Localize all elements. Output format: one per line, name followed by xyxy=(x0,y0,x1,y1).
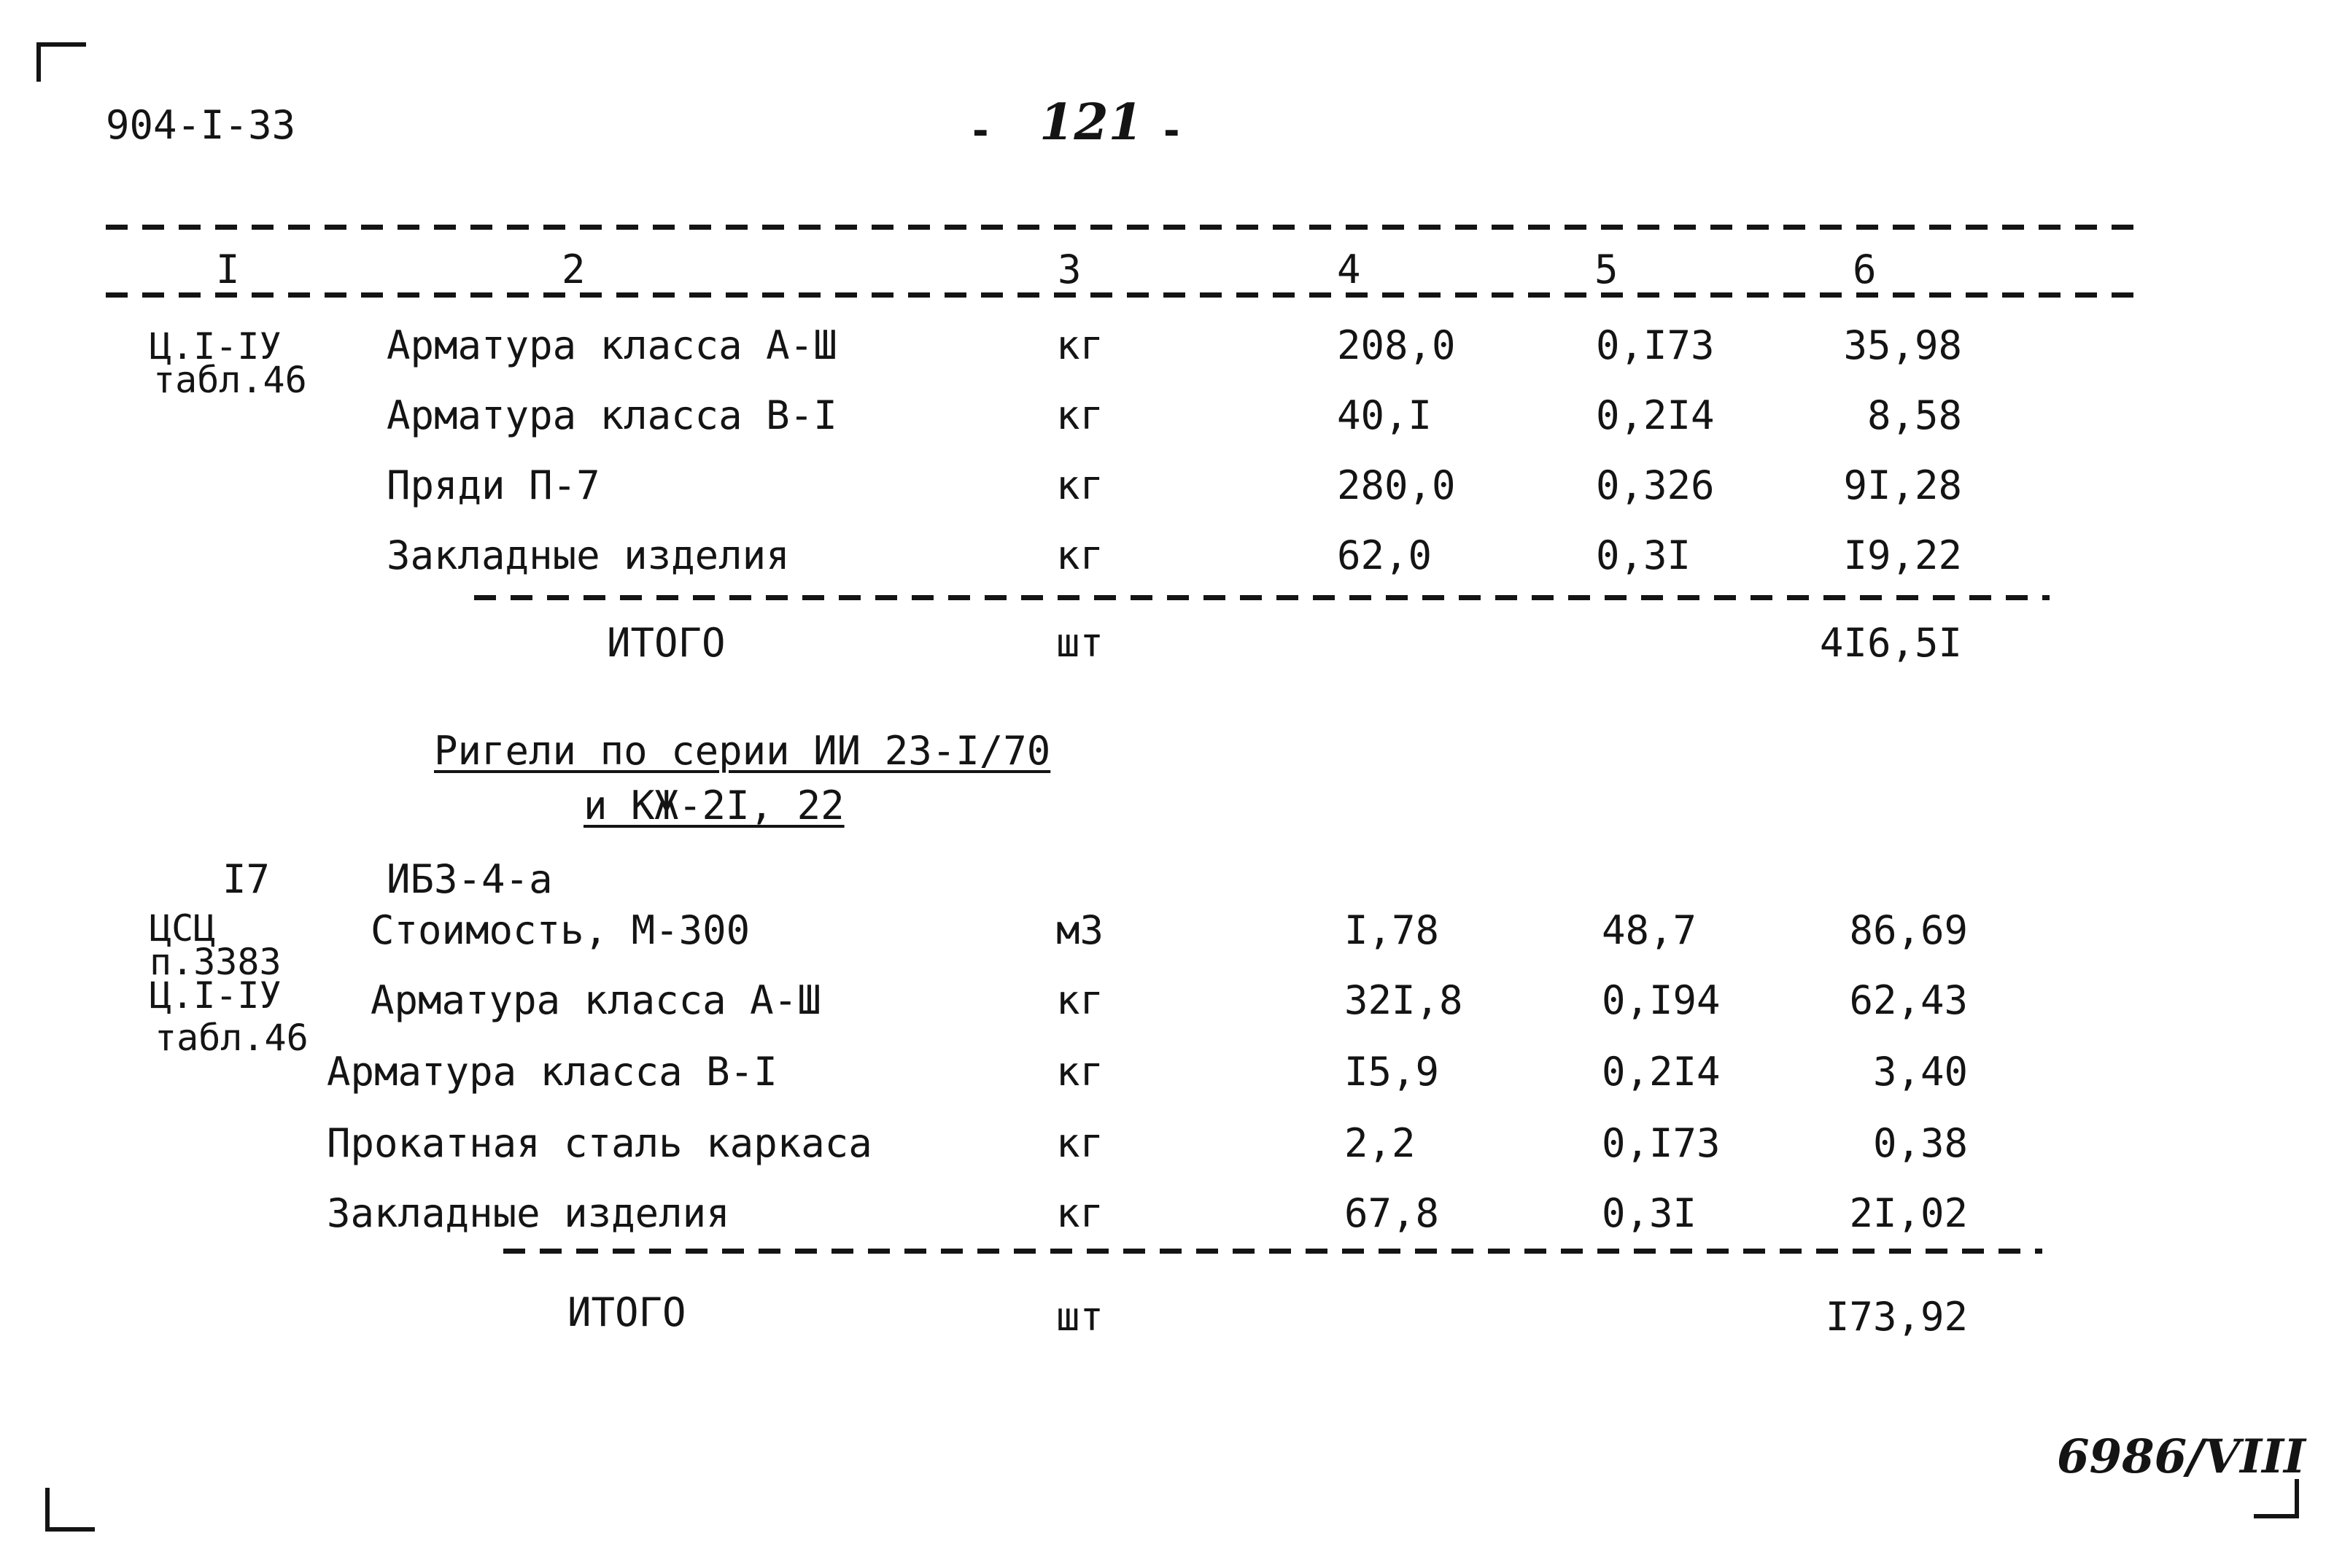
item-name: Арматура класса А-Ш xyxy=(387,322,837,368)
item-quantity: 67,8 xyxy=(1344,1190,1440,1236)
item-unit: кг xyxy=(1056,462,1104,508)
column-number-5: 5 xyxy=(1594,247,1618,292)
item-name: Арматура класса В-I xyxy=(387,392,837,438)
item-name: Прокатная сталь каркаса xyxy=(327,1120,872,1166)
section1-reference-line2: табл.46 xyxy=(153,359,307,401)
header-rule-bottom xyxy=(106,292,2148,298)
item-unit-price: 0,I94 xyxy=(1602,977,1721,1023)
item-total: 0,38 xyxy=(1872,1120,1968,1166)
item-unit: кг xyxy=(1056,1190,1104,1236)
item-unit-price: 0,2I4 xyxy=(1596,392,1715,438)
item-quantity: I,78 xyxy=(1344,907,1440,953)
item-quantity: 32I,8 xyxy=(1344,977,1463,1023)
column-number-1: I xyxy=(216,247,240,292)
item-total: 3,40 xyxy=(1872,1049,1968,1095)
total-value: I73,92 xyxy=(1825,1294,1968,1340)
item-total: 2I,02 xyxy=(1849,1190,1968,1236)
item-number: I7 xyxy=(222,856,271,902)
total-unit: шт xyxy=(1056,620,1104,666)
item-quantity: I5,9 xyxy=(1344,1049,1440,1095)
column-number-4: 4 xyxy=(1337,247,1361,292)
section2-reference-line4: табл.46 xyxy=(155,1017,309,1059)
section2-heading-line1: Ригели по серии ИИ 23-I/70 xyxy=(434,728,1051,774)
handwritten-archive-number: 6986/VIII xyxy=(2057,1429,2306,1484)
item-name: Стоимость, М-300 xyxy=(371,907,751,953)
item-unit-price: 0,3I xyxy=(1596,532,1691,578)
total-unit: шт xyxy=(1056,1294,1104,1340)
item-quantity: 40,I xyxy=(1337,392,1433,438)
column-number-2: 2 xyxy=(562,247,586,292)
item-quantity: 2,2 xyxy=(1344,1120,1416,1166)
item-total: 86,69 xyxy=(1849,907,1968,953)
item-name: Арматура класса А-Ш xyxy=(371,977,821,1023)
total-label: ИТОГО xyxy=(607,620,726,666)
column-number-3: 3 xyxy=(1058,247,1082,292)
item-quantity: 208,0 xyxy=(1337,322,1456,368)
item-quantity: 62,0 xyxy=(1337,532,1433,578)
item-unit-price: 0,3I xyxy=(1602,1190,1697,1236)
corner-mark-top-left xyxy=(36,42,86,82)
item-name: Закладные изделия xyxy=(327,1190,730,1236)
item-unit-price: 0,I73 xyxy=(1602,1120,1721,1166)
item-total: 35,98 xyxy=(1843,322,1962,368)
item-total: 8,58 xyxy=(1866,392,1962,438)
section2-reference-line1: ЦСЦ xyxy=(150,907,216,950)
item-name: Пряди П-7 xyxy=(387,462,600,508)
item-unit: кг xyxy=(1056,392,1104,438)
item-name: Арматура класса В-I xyxy=(327,1049,778,1095)
document-code: 904-I-33 xyxy=(106,102,296,148)
item-unit: кг xyxy=(1056,532,1104,578)
total-value: 4I6,5I xyxy=(1819,620,1962,666)
item-quantity: 280,0 xyxy=(1337,462,1456,508)
item-name: Закладные изделия xyxy=(387,532,790,578)
item-unit-price: 0,326 xyxy=(1596,462,1715,508)
item-unit: кг xyxy=(1056,1049,1104,1095)
total-label: ИТОГО xyxy=(567,1289,686,1335)
corner-mark-bottom-right xyxy=(2254,1479,2299,1518)
corner-mark-bottom-left xyxy=(45,1488,95,1532)
item-unit: кг xyxy=(1056,322,1104,368)
section2-heading-line2: и КЖ-2I, 22 xyxy=(584,783,845,828)
item-unit-price: 0,2I4 xyxy=(1602,1049,1721,1095)
page-dash-right: - xyxy=(1160,108,1184,154)
column-number-6: 6 xyxy=(1853,247,1877,292)
item-total: I9,22 xyxy=(1843,532,1962,578)
page-number: 121 xyxy=(1039,93,1143,152)
item-unit-price: 0,I73 xyxy=(1596,322,1715,368)
item-total: 9I,28 xyxy=(1843,462,1962,508)
item-unit-price: 48,7 xyxy=(1602,907,1697,953)
section2-reference-line3: Ц.I-IУ xyxy=(150,974,282,1017)
section1-reference-line1: Ц.I-IУ xyxy=(150,325,282,368)
section2-reference-line2: п.3383 xyxy=(150,941,282,983)
item-unit: кг xyxy=(1056,977,1104,1023)
section2-total-rule xyxy=(503,1249,2042,1254)
item-code: ИБЗ-4-а xyxy=(387,856,553,902)
page-dash-left: - xyxy=(969,108,993,154)
header-rule-top xyxy=(106,225,2148,230)
item-unit: м3 xyxy=(1056,907,1104,953)
item-unit: кг xyxy=(1056,1120,1104,1166)
item-total: 62,43 xyxy=(1849,977,1968,1023)
section1-total-rule xyxy=(474,595,2050,600)
